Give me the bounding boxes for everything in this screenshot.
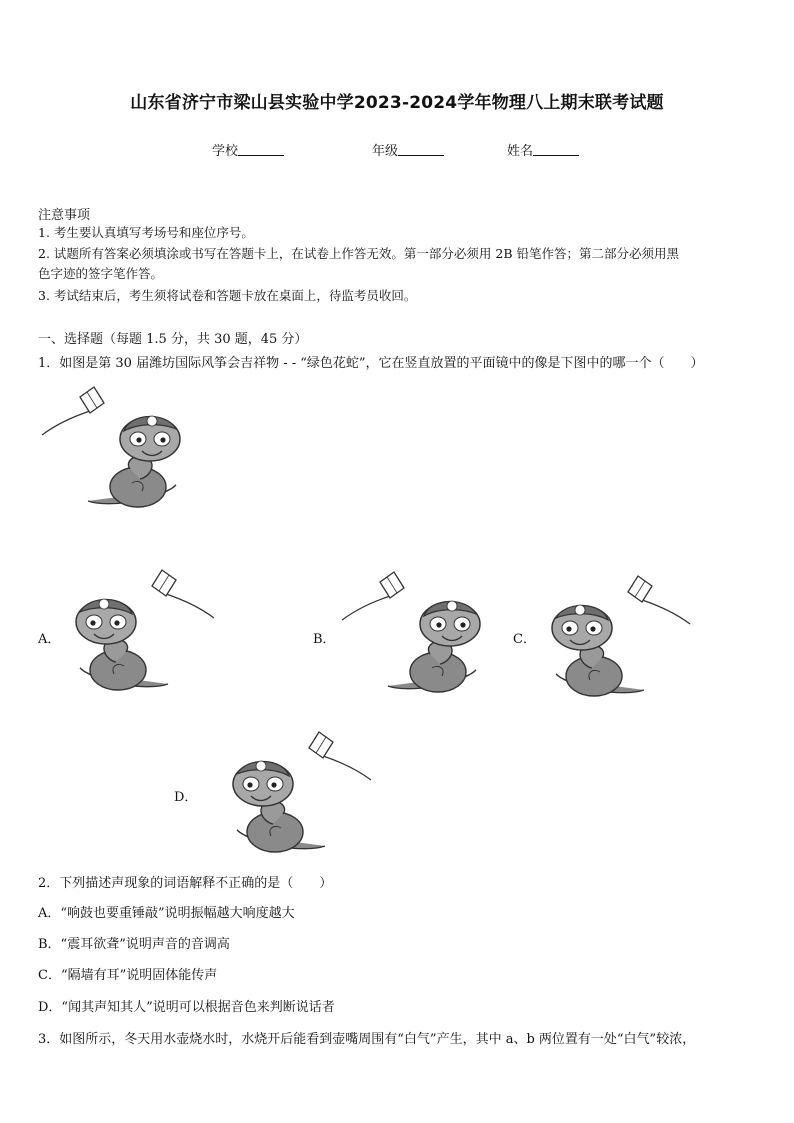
- option-c-label[interactable]: C．: [513, 632, 536, 647]
- grade-label: 年级: [372, 144, 399, 159]
- school-field[interactable]: [212, 140, 284, 159]
- snake-kite-icon: [62, 566, 218, 706]
- question-2-option-b[interactable]: B．“震耳欲聋”说明声音的音调高: [38, 937, 230, 952]
- name-field[interactable]: [507, 140, 579, 159]
- mascot-figure: [38, 383, 194, 523]
- question-2-option-c[interactable]: C．“隔墙有耳”说明固体能传声: [38, 968, 218, 983]
- question-2-option-d[interactable]: D．“闻其声知其人”说明可以根据音色来判断说话者: [38, 1000, 335, 1015]
- page-title: 山东省济宁市梁山县实验中学2023-2024学年物理八上期末联考试题: [130, 93, 664, 113]
- school-label: 学校: [212, 144, 239, 159]
- snake-kite-icon: [38, 383, 194, 523]
- snake-kite-icon: [338, 568, 494, 708]
- option-b-label[interactable]: B．: [313, 632, 336, 647]
- notes-title: 注意事项: [38, 208, 91, 223]
- note-2: 2. 试题所有答案必须填涂或书写在答题卡上，在试卷上作答无效。第一部分必须用 2B 铅笔作答；第二部分必须用黑: [38, 246, 679, 261]
- name-label: 姓名: [507, 144, 534, 159]
- grade-field[interactable]: [372, 140, 444, 159]
- option-c-figure[interactable]: [538, 572, 694, 712]
- note-1: 1. 考生要认真填写考场号和座位序号。: [38, 225, 254, 240]
- question-3-stem: 3．如图所示，冬天用水壶烧水时，水烧开后能看到壶嘴周围有“白气”产生，其中 a、b 两位置有一处“白气”较浓，: [38, 1032, 696, 1047]
- option-d-label[interactable]: D．: [174, 790, 198, 805]
- note-2-cont: 色字迹的签字笔作答。: [38, 266, 164, 281]
- question-2-stem: 2．下列描述声现象的词语解释不正确的是（ ）: [38, 876, 333, 891]
- question-1-stem: 1．如图是第 30 届潍坊国际风筝会吉祥物 - - “绿色花蛇”，它在竖直放置的平面镜中的像是下图中的哪一个（ ）: [38, 356, 704, 371]
- question-2-option-a[interactable]: A．“响鼓也要重锤敲”说明振幅越大响度越大: [38, 906, 295, 921]
- snake-kite-icon: [205, 728, 375, 868]
- option-a-label[interactable]: A．: [38, 632, 61, 647]
- section-heading: 一、选择题（每题 1.5 分，共 30 题，45 分）: [38, 332, 308, 347]
- snake-kite-icon: [538, 572, 694, 712]
- note-3: 3. 考试结束后，考生须将试卷和答题卡放在桌面上，待监考员收回。: [38, 288, 417, 303]
- option-b-figure[interactable]: [338, 568, 494, 708]
- option-a-figure[interactable]: [62, 566, 218, 706]
- option-d-figure[interactable]: [205, 728, 375, 868]
